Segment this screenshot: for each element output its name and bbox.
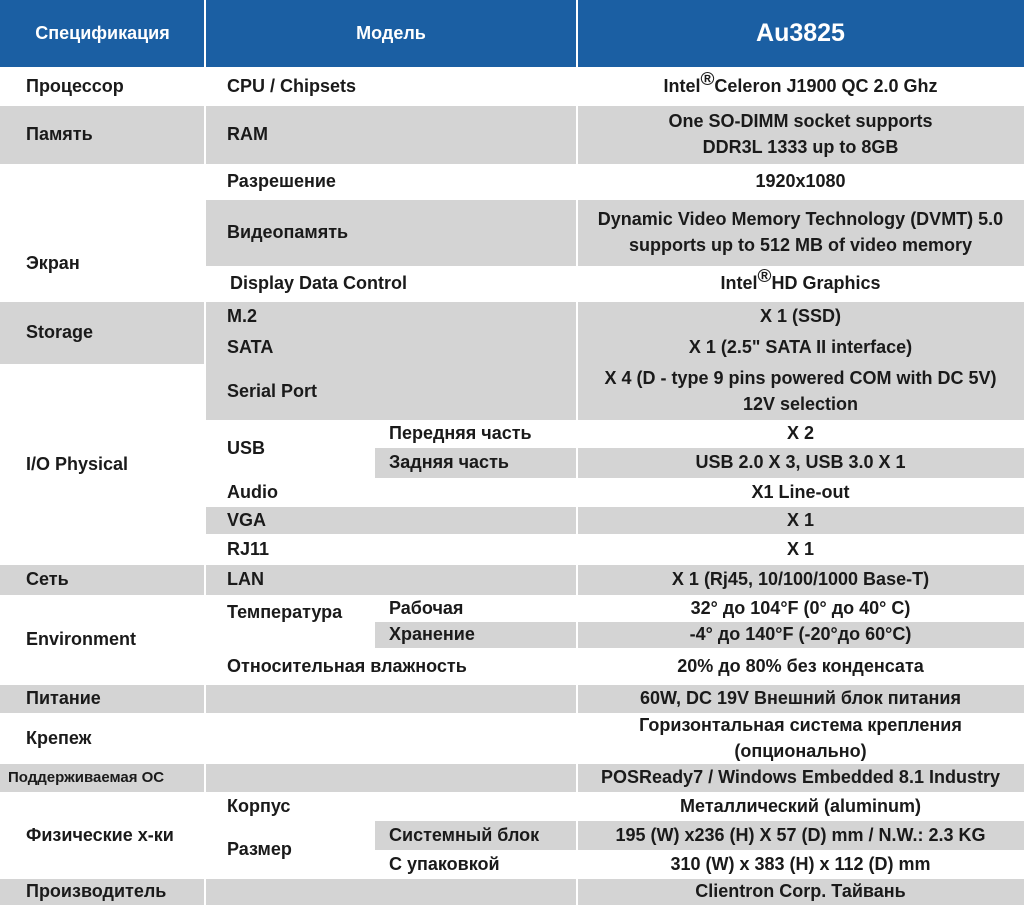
cat-manufacturer: Производитель: [0, 879, 205, 905]
cat-physical: Физические х-ки: [0, 792, 205, 879]
param-rj11: RJ11: [205, 534, 577, 565]
param-humidity: Относительная влажность: [205, 648, 577, 685]
value-vram: Dynamic Video Memory Technology (DVMT) 5.0 supports up to 512 MB of video memory: [577, 200, 1024, 266]
param-serial: Serial Port: [205, 364, 577, 420]
header-model: Модель: [205, 0, 577, 68]
param-cpu: CPU / Chipsets: [205, 68, 577, 106]
cat-memory: Память: [0, 106, 205, 164]
divider-col-2: [576, 0, 578, 905]
value-mount: Горизонтальная система крепления (опционально): [577, 713, 1024, 764]
value-vga: X 1: [577, 507, 1024, 534]
param-lan: LAN: [205, 565, 577, 595]
value-power: 60W, DC 19V Внешний блок питания: [577, 685, 1024, 713]
param-case: Корпус: [205, 792, 577, 821]
param-power-empty: [205, 685, 577, 713]
param-size-unit: Системный блок: [375, 821, 577, 850]
value-manufacturer: Clientron Corp. Тайвань: [577, 879, 1024, 905]
cat-power: Питание: [0, 685, 205, 713]
param-ram: RAM: [205, 106, 577, 164]
value-serial: X 4 (D - type 9 pins powered COM with DC 5V) 12V selection: [577, 364, 1024, 420]
cat-io: I/O Physical: [0, 364, 205, 565]
value-audio: X1 Line-out: [577, 478, 1024, 507]
cat-os: Поддерживаемая ОС: [0, 764, 205, 792]
param-sata: SATA: [205, 331, 577, 364]
value-size-pack: 310 (W) x 383 (H) x 112 (D) mm: [577, 850, 1024, 879]
value-humidity: 20% до 80% без конденсата: [577, 648, 1024, 685]
cat-network: Сеть: [0, 565, 205, 595]
value-os: POSReady7 / Windows Embedded 8.1 Industry: [577, 764, 1024, 792]
param-usb-front: Передняя часть: [375, 420, 577, 448]
param-ddc: Display Data Control: [205, 266, 577, 302]
value-sata: X 1 (2.5" SATA II interface): [577, 331, 1024, 364]
value-usb-front: X 2: [577, 420, 1024, 448]
value-temp-storage: -4° до 140°F (-20°до 60°C): [577, 622, 1024, 648]
value-temp-work: 32° до 104°F (0° до 40° C): [577, 595, 1024, 622]
param-usb-rear: Задняя часть: [375, 448, 577, 478]
param-vga: VGA: [205, 507, 577, 534]
param-vram: Видеопамять: [205, 200, 577, 266]
divider-header: [0, 67, 1024, 69]
cat-storage: Storage: [0, 302, 205, 364]
param-size: Размер: [205, 821, 375, 879]
value-size-unit: 195 (W) x236 (H) X 57 (D) mm / N.W.: 2.3 KG: [577, 821, 1024, 850]
divider-col-1: [204, 0, 206, 905]
param-temp-storage: Хранение: [375, 622, 577, 648]
param-temp-work: Рабочая: [375, 595, 577, 622]
value-m2: X 1 (SSD): [577, 302, 1024, 331]
param-resolution: Разрешение: [205, 164, 577, 200]
cat-mount: Крепеж: [0, 713, 205, 764]
param-size-pack: С упаковкой: [375, 850, 577, 879]
header-spec: Спецификация: [0, 0, 205, 68]
value-usb-rear: USB 2.0 X 3, USB 3.0 X 1: [577, 448, 1024, 478]
cat-screen: Экран: [0, 164, 205, 364]
param-temperature: Температура: [205, 595, 375, 648]
header-value: Au3825: [577, 0, 1024, 68]
value-lan: X 1 (Rj45, 10/100/1000 Base-T): [577, 565, 1024, 595]
cat-cpu: Процессор: [0, 68, 205, 106]
param-m2: M.2: [205, 302, 577, 331]
value-case: Металлический (aluminum): [577, 792, 1024, 821]
param-mount-empty: [205, 713, 577, 764]
value-cpu: Intel®Celeron J1900 QC 2.0 Ghz: [577, 68, 1024, 106]
param-audio: Audio: [205, 478, 577, 507]
value-ddc: Intel®HD Graphics: [577, 266, 1024, 302]
param-manufacturer-empty: [205, 879, 577, 905]
param-usb: USB: [205, 420, 375, 478]
value-ram: One SO-DIMM socket supports DDR3L 1333 up to 8GB: [577, 106, 1024, 164]
value-resolution: 1920x1080: [577, 164, 1024, 200]
cat-environment: Environment: [0, 595, 205, 685]
value-rj11: X 1: [577, 534, 1024, 565]
param-os-empty: [205, 764, 577, 792]
